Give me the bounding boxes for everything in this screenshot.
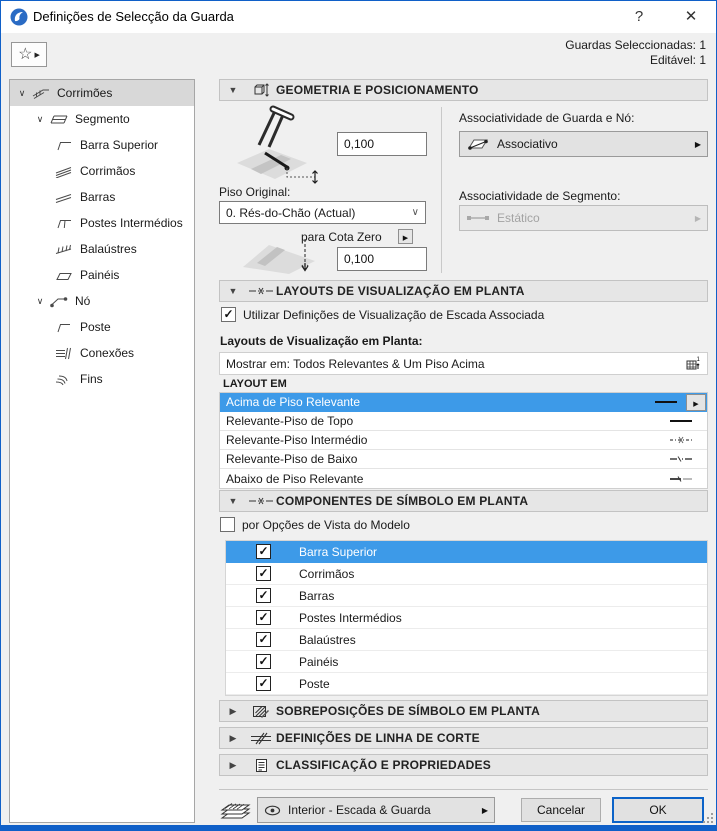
component-label: Painéis (299, 654, 339, 669)
piso-original-value: 0. Rés-do-Chão (Actual) (226, 205, 356, 220)
section-closed-icon[interactable]: ▶ (229, 759, 237, 770)
component-label: Poste (299, 676, 330, 691)
component-row-postes-intermedios[interactable] (226, 607, 707, 629)
layouts-list-label: Layouts de Visualização em Planta: (220, 334, 423, 348)
layout-row-label: Acima de Piso Relevante (226, 395, 361, 409)
section-cutline-header[interactable] (219, 727, 708, 749)
tree-item-label: Painéis (80, 268, 120, 282)
segment-icon (49, 113, 69, 126)
section-layouts-header[interactable] (219, 280, 708, 302)
check-icon: ✓ (258, 588, 269, 602)
rails-icon (54, 191, 74, 204)
svg-text:1: 1 (696, 357, 700, 363)
line-style-solid-icon (654, 399, 678, 405)
chevron-down-icon[interactable]: ∨ (36, 295, 44, 306)
show-on-stories-value: Mostrar em: Todos Relevantes & Um Piso Acima (226, 356, 485, 371)
component-row-corrimaos[interactable] (226, 563, 707, 585)
inner-post-icon (54, 217, 74, 230)
check-icon: ✓ (258, 544, 269, 558)
tree-item-segmento[interactable] (10, 106, 194, 132)
tree-item-balaustres[interactable] (10, 236, 194, 262)
classification-icon (246, 758, 276, 773)
help-button[interactable]: ? (634, 8, 644, 25)
close-button[interactable]: ✕ (684, 8, 698, 25)
assoc-node-label: Associatividade de Guarda e Nó: (459, 111, 635, 125)
section-open-icon[interactable]: ▼ (228, 286, 238, 296)
baluster-icon (54, 243, 74, 256)
layout-row-topo[interactable] (220, 412, 707, 431)
plan-line-icon (246, 496, 276, 506)
cancel-button[interactable] (521, 798, 601, 822)
flyout-arrow-icon: ▶ (481, 805, 488, 815)
resize-grip[interactable] (701, 811, 713, 823)
flyout-arrow-icon: ▶ (402, 235, 409, 242)
layout-row-baixo[interactable] (220, 450, 707, 469)
rail-end-icon (54, 373, 74, 386)
section-components-header[interactable] (219, 490, 708, 512)
panel-icon (54, 269, 74, 282)
layout-row-label: Relevante-Piso Intermédio (226, 433, 368, 447)
assoc-segment-label: Associatividade de Segmento: (459, 189, 621, 203)
component-checkbox[interactable] (256, 654, 271, 669)
tree-item-label: Fins (80, 372, 103, 386)
section-title: GEOMETRIA E POSICIONAMENTO (276, 83, 479, 97)
chevron-down-icon[interactable]: ∨ (18, 87, 26, 98)
editable-count: Editável: 1 (649, 53, 706, 67)
flyout-arrow-icon: ▶ (34, 51, 40, 59)
tree-item-fins[interactable] (10, 366, 194, 392)
section-title: DEFINIÇÕES DE LINHA DE CORTE (276, 731, 480, 745)
tree-item-label: Barras (80, 190, 116, 204)
component-tree-panel (9, 79, 195, 823)
check-icon: ✓ (258, 610, 269, 624)
tree-item-label: Balaústres (80, 242, 137, 256)
top-rail-icon (54, 139, 74, 152)
section-title: LAYOUTS DE VISUALIZAÇÃO EM PLANTA (276, 284, 525, 298)
component-row-barra-superior[interactable] (226, 541, 707, 563)
window-bottom-border (1, 825, 716, 830)
geometry-icon (246, 82, 276, 98)
tree-item-no[interactable] (10, 288, 194, 314)
section-title: SOBREPOSIÇÕES DE SÍMBOLO EM PLANTA (276, 704, 540, 718)
layout-row-flyout-button[interactable] (686, 394, 706, 411)
component-checkbox[interactable] (256, 566, 271, 581)
tree-item-corrimaos[interactable] (10, 158, 194, 184)
mvo-checkbox-label: por Opções de Vista do Modelo (242, 518, 410, 532)
component-row-paineis[interactable] (226, 651, 707, 673)
ok-button-label: OK (649, 803, 667, 817)
chevron-down-icon: ∨ (411, 207, 419, 218)
layout-row-acima[interactable] (220, 393, 707, 412)
tree-item-paineis[interactable] (10, 262, 194, 288)
associative-icon (466, 137, 490, 151)
component-checkbox[interactable] (256, 588, 271, 603)
component-checkbox[interactable] (256, 610, 271, 625)
mvo-checkbox[interactable] (220, 517, 235, 532)
handrail-icon (54, 165, 74, 178)
assoc-segment-flyout (459, 205, 708, 231)
symbol-override-icon (246, 704, 276, 719)
footer-divider (219, 789, 708, 790)
layout-em-column-header: LAYOUT EM (223, 378, 287, 390)
component-label: Postes Intermédios (299, 610, 402, 625)
selected-count: Guardas Seleccionadas: 1 (565, 38, 706, 52)
check-icon: ✓ (258, 632, 269, 646)
info-bar (1, 33, 716, 73)
node-icon (49, 295, 69, 308)
flyout-arrow-icon: ▶ (693, 400, 699, 408)
base-offset-input[interactable] (337, 247, 427, 271)
tree-item-label: Corrimãos (80, 164, 136, 178)
layout-row-label: Relevante-Piso de Baixo (226, 452, 358, 466)
cota-zero-label: para Cota Zero (301, 230, 382, 244)
ok-button[interactable] (612, 797, 704, 823)
assoc-node-value: Associativo (497, 137, 558, 151)
layout-row-abaixo[interactable] (220, 469, 707, 488)
selection-info (565, 38, 706, 68)
section-title: COMPONENTES DE SÍMBOLO EM PLANTA (276, 494, 529, 508)
star-icon: ☆ (18, 45, 33, 63)
component-checkbox[interactable] (256, 632, 271, 647)
base-offset-illustration (239, 237, 331, 281)
section-open-icon[interactable]: ▼ (228, 85, 238, 95)
tree-item-label: Nó (75, 294, 91, 308)
use-stair-settings-label: Utilizar Definições de Visualização de Escada Associada (243, 308, 545, 322)
check-icon: ✓ (258, 676, 269, 690)
piso-original-select[interactable] (219, 201, 426, 224)
tree-item-label: Barra Superior (80, 138, 159, 152)
line-style-dash-fade-icon (669, 475, 693, 483)
tree-item-barra-superior[interactable] (10, 132, 194, 158)
static-icon (466, 214, 490, 222)
component-label: Corrimãos (299, 566, 355, 581)
top-offset-input[interactable] (337, 132, 427, 156)
assoc-node-flyout[interactable] (459, 131, 708, 157)
layers-icon[interactable] (220, 799, 252, 821)
post-icon (54, 321, 74, 334)
tree-item-poste[interactable] (10, 314, 194, 340)
line-style-solid-icon (669, 418, 693, 424)
railing-offset-illustration (229, 101, 337, 193)
assoc-segment-value: Estático (497, 211, 540, 225)
component-checkbox[interactable] (256, 676, 271, 691)
section-title: CLASSIFICAÇÃO E PROPRIEDADES (276, 758, 491, 772)
component-label: Barras (299, 588, 335, 603)
tree-item-label: Poste (80, 320, 111, 334)
component-visibility-list (225, 540, 708, 696)
title-bar[interactable] (1, 1, 716, 33)
cancel-button-label: Cancelar (536, 803, 586, 817)
railing-icon (31, 87, 51, 100)
layout-row-label: Abaixo de Piso Relevante (226, 471, 364, 486)
stories-icon (686, 356, 701, 371)
connections-icon (54, 347, 74, 360)
component-checkbox[interactable] (256, 544, 271, 559)
layer-value: Interior - Escada & Guarda (288, 803, 431, 817)
component-row-balaustres[interactable] (226, 629, 707, 651)
show-on-stories-row[interactable] (219, 352, 708, 375)
cota-zero-flyout-button[interactable] (398, 229, 413, 244)
layer-flyout[interactable] (257, 797, 495, 823)
check-icon: ✓ (258, 566, 269, 580)
tree-item-label: Corrimões (57, 86, 113, 100)
component-row-poste[interactable] (226, 673, 707, 695)
column-divider (441, 107, 442, 273)
tree-item-postes-intermedios[interactable] (10, 210, 194, 236)
piso-original-label: Piso Original: (219, 185, 291, 199)
section-geometry-header[interactable] (219, 79, 708, 101)
plan-line-icon (246, 286, 276, 296)
cut-line-icon (246, 732, 276, 745)
tree-item-label: Conexões (80, 346, 135, 360)
layout-row-intermedio[interactable] (220, 431, 707, 450)
tree-item-corrimoes[interactable] (10, 80, 194, 106)
favorites-button[interactable] (11, 42, 47, 67)
tree-item-label: Segmento (75, 112, 130, 126)
section-classification-header[interactable] (219, 754, 708, 776)
flyout-arrow-icon: ▶ (694, 213, 701, 223)
layout-list (219, 392, 708, 489)
section-overrides-header[interactable] (219, 700, 708, 722)
eye-icon (264, 805, 281, 816)
line-style-dash-dot-icon (669, 436, 693, 444)
check-icon: ✓ (223, 307, 234, 321)
line-style-dash-icon (669, 455, 693, 463)
window-title: Definições de Selecção da Guarda (33, 9, 234, 24)
use-stair-settings-checkbox[interactable] (221, 307, 236, 322)
tree-item-label: Postes Intermédios (80, 216, 183, 230)
check-icon: ✓ (258, 654, 269, 668)
app-logo-icon (10, 8, 28, 26)
component-row-barras[interactable] (226, 585, 707, 607)
tree-item-barras[interactable] (10, 184, 194, 210)
section-closed-icon[interactable]: ▶ (229, 705, 237, 716)
component-label: Balaústres (299, 632, 356, 647)
flyout-arrow-icon: ▶ (694, 139, 701, 149)
tree-item-conexoes[interactable] (10, 340, 194, 366)
component-label: Barra Superior (299, 544, 378, 559)
layout-row-label: Relevante-Piso de Topo (226, 414, 354, 428)
chevron-down-icon[interactable]: ∨ (36, 113, 44, 124)
section-closed-icon[interactable]: ▶ (229, 732, 237, 743)
section-open-icon[interactable]: ▼ (228, 496, 238, 506)
